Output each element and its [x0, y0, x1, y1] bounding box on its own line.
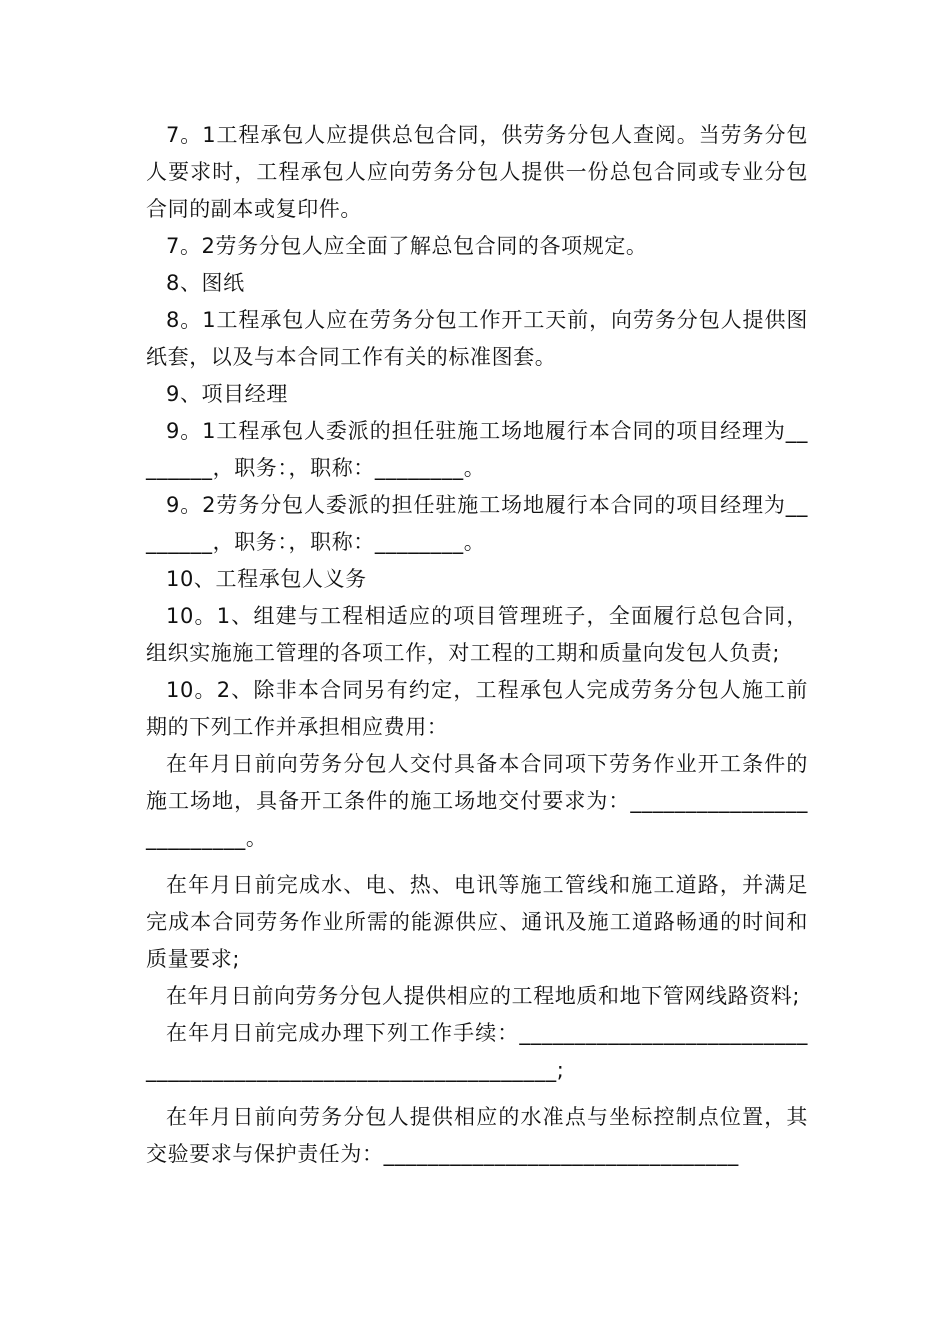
paragraph-10-2: 10。2、除非本合同另有约定，工程承包人完成劳务分包人施工前期的下列工作并承担相应费用： [146, 678, 808, 739]
heading-8-drawings: 8、图纸 [166, 271, 245, 295]
paragraph-10-1: 10。1、组建与工程相适应的项目管理班子，全面履行总包合同，组织实施施工管理的各项工作，对工程的工期和质量向发包人负责; [146, 604, 808, 665]
paragraph-benchmarks: 在年月日前向劳务分包人提供相应的水准点与坐标控制点位置，其交验要求与保护责任为：________________________________ [146, 1105, 808, 1166]
paragraph-procedures: 在年月日前完成办理下列工作手续：_______________________________________________________________; [146, 1021, 808, 1082]
paragraph-site-handover: 在年月日前向劳务分包人交付具备本合同项下劳务作业开工条件的施工场地，具备开工条件的施工场地交付要求为：_________________________。 [146, 752, 808, 850]
paragraph-utilities: 在年月日前完成水、电、热、电讯等施工管线和施工道路，并满足完成本合同劳务作业所需的能源供应、通讯及施工道路畅通的时间和质量要求; [146, 873, 808, 971]
paragraph-7-2: 7。2劳务分包人应全面了解总包合同的各项规定。 [166, 234, 648, 258]
paragraph-geology-data: 在年月日前向劳务分包人提供相应的工程地质和地下管网线路资料; [166, 984, 801, 1008]
paragraph-9-1: 9。1工程承包人委派的担任驻施工场地履行本合同的项目经理为________，职务：，职称：________。 [146, 419, 808, 480]
paragraph-7-1: 7。1工程承包人应提供总包合同，供劳务分包人查阅。当劳务分包人要求时，工程承包人应向劳务分包人提供一份总包合同或专业分包合同的副本或复印件。 [146, 123, 808, 221]
heading-9-project-manager: 9、项目经理 [166, 382, 288, 406]
document-page [146, 117, 808, 1173]
heading-10-contractor-obligations: 10、工程承包人义务 [166, 567, 367, 591]
paragraph-8-1: 8。1工程承包人应在劳务分包工作开工天前，向劳务分包人提供图纸套，以及与本合同工作有关的标准图套。 [146, 308, 808, 369]
paragraph-9-2: 9。2劳务分包人委派的担任驻施工场地履行本合同的项目经理为________，职务：，职称：________。 [146, 493, 808, 554]
